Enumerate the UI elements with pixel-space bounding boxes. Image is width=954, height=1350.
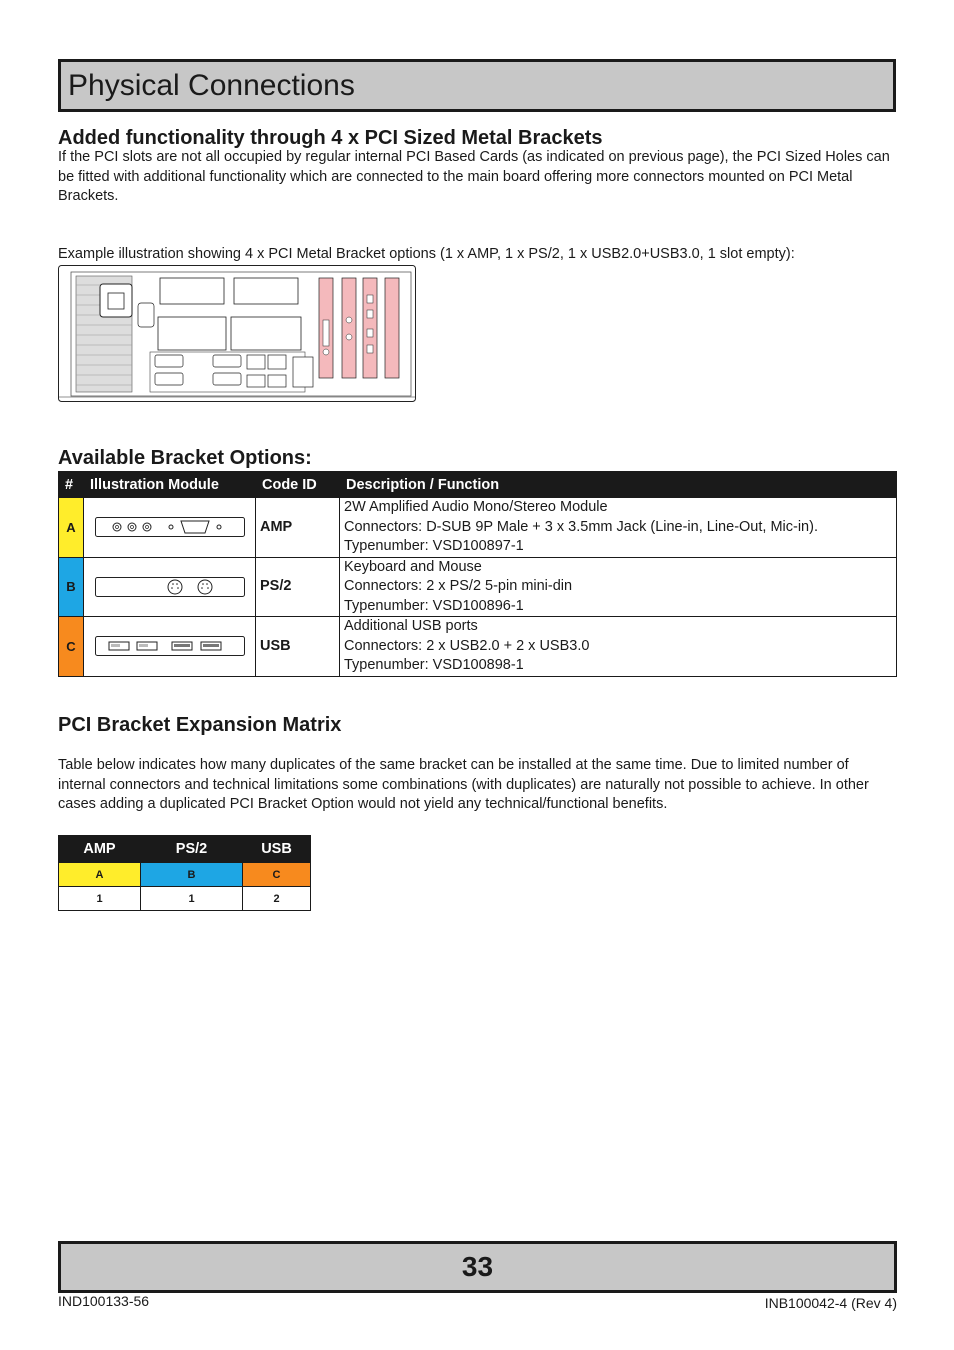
section-heading-bracket-options: Available Bracket Options: (58, 447, 312, 469)
code-id-cell: USB (256, 617, 340, 677)
table-header-row (59, 472, 897, 498)
column-header: Illustration Module (84, 472, 256, 498)
description-line: Connectors: D-SUB 9P Male + 3 x 3.5mm Jack (Line-in, Line-Out, Mic-in). (344, 518, 818, 535)
description-line: Additional USB ports (344, 618, 478, 634)
description-line: Typenumber: VSD100898-1 (344, 657, 524, 673)
code-id-cell: AMP (256, 498, 340, 558)
matrix-count-cell: 1 (141, 887, 243, 911)
column-header: USB (243, 836, 311, 863)
matrix-letter-cell: A (59, 863, 141, 887)
usb-module-icon (95, 636, 245, 656)
matrix-count-row (59, 887, 311, 911)
matrix-letter-cell: C (243, 863, 311, 887)
column-header: AMP (59, 836, 141, 863)
option-letter-cell: B (59, 557, 84, 617)
description-line: Keyboard and Mouse (344, 558, 482, 575)
description-line: 2W Amplified Audio Mono/Stereo Module (344, 499, 608, 515)
footer-document-code: IND100133-56 (58, 1293, 150, 1309)
section-heading-expansion-matrix: PCI Bracket Expansion Matrix (58, 714, 342, 736)
description-line: Typenumber: VSD100896-1 (344, 597, 524, 614)
page-header-bar (58, 59, 896, 112)
section-intro-paragraph: If the PCI slots are not all occupied by regular internal PCI Based Cards (as indicated on previous page), the PCI Sized Holes can be fitted with additional functionality which are connected to the main board offering more connectors mounted on PCI Metal Brackets. (58, 149, 890, 204)
matrix-letter-row (59, 863, 311, 887)
table-row (59, 557, 897, 617)
matrix-count-cell: 1 (59, 887, 141, 911)
ps2-module-icon (95, 577, 245, 597)
bracket-options-table (58, 471, 897, 677)
illustration-caption: Example illustration showing 4 x PCI Metal Bracket options (1 x AMP, 1 x PS/2, 1 x USB2.0+USB3.0, 1 slot empty): (58, 246, 795, 262)
illustration-cell (84, 557, 256, 617)
page-footer-bar (58, 1241, 897, 1293)
description-line: Connectors: 2 x USB2.0 + 2 x USB3.0 (344, 637, 590, 654)
column-header: PS/2 (141, 836, 243, 863)
description-line: Connectors: 2 x PS/2 5-pin mini-din (344, 578, 573, 594)
column-header: Description / Function (340, 472, 897, 498)
illustration-cell (84, 498, 256, 558)
column-header: Code ID (256, 472, 340, 498)
code-id-cell: PS/2 (256, 557, 340, 617)
table-row (59, 617, 897, 677)
option-letter-cell: A (59, 498, 84, 558)
description-cell (340, 498, 897, 558)
matrix-letter-cell: B (141, 863, 243, 887)
description-cell (340, 617, 897, 677)
illustration-cell (84, 617, 256, 677)
expansion-matrix-table (58, 835, 311, 911)
page-title: Physical Connections (68, 69, 355, 102)
description-line: Typenumber: VSD100897-1 (344, 538, 524, 554)
matrix-count-cell: 2 (243, 887, 311, 911)
page-number: 33 (461, 1251, 494, 1282)
column-header: # (59, 472, 84, 498)
rear-panel-illustration (58, 265, 416, 402)
table-row (59, 498, 897, 558)
option-letter-cell: C (59, 617, 84, 677)
matrix-intro-paragraph: Table below indicates how many duplicates of the same bracket can be installed at the same time. Due to limited number of internal connectors and technical limitations some combinations (with duplicates) are naturally not possible to achieve. In other cases adding a duplicated PCI Bracket Option would not yield any technical/functional benefits. (58, 757, 869, 812)
amp-module-icon (95, 517, 245, 537)
section-heading-pci-brackets: Added functionality through 4 x PCI Sized Metal Brackets (58, 127, 603, 149)
footer-revision-code: INB100042-4 (Rev 4) (764, 1295, 897, 1311)
description-cell (340, 557, 897, 617)
matrix-header-row (59, 836, 311, 863)
